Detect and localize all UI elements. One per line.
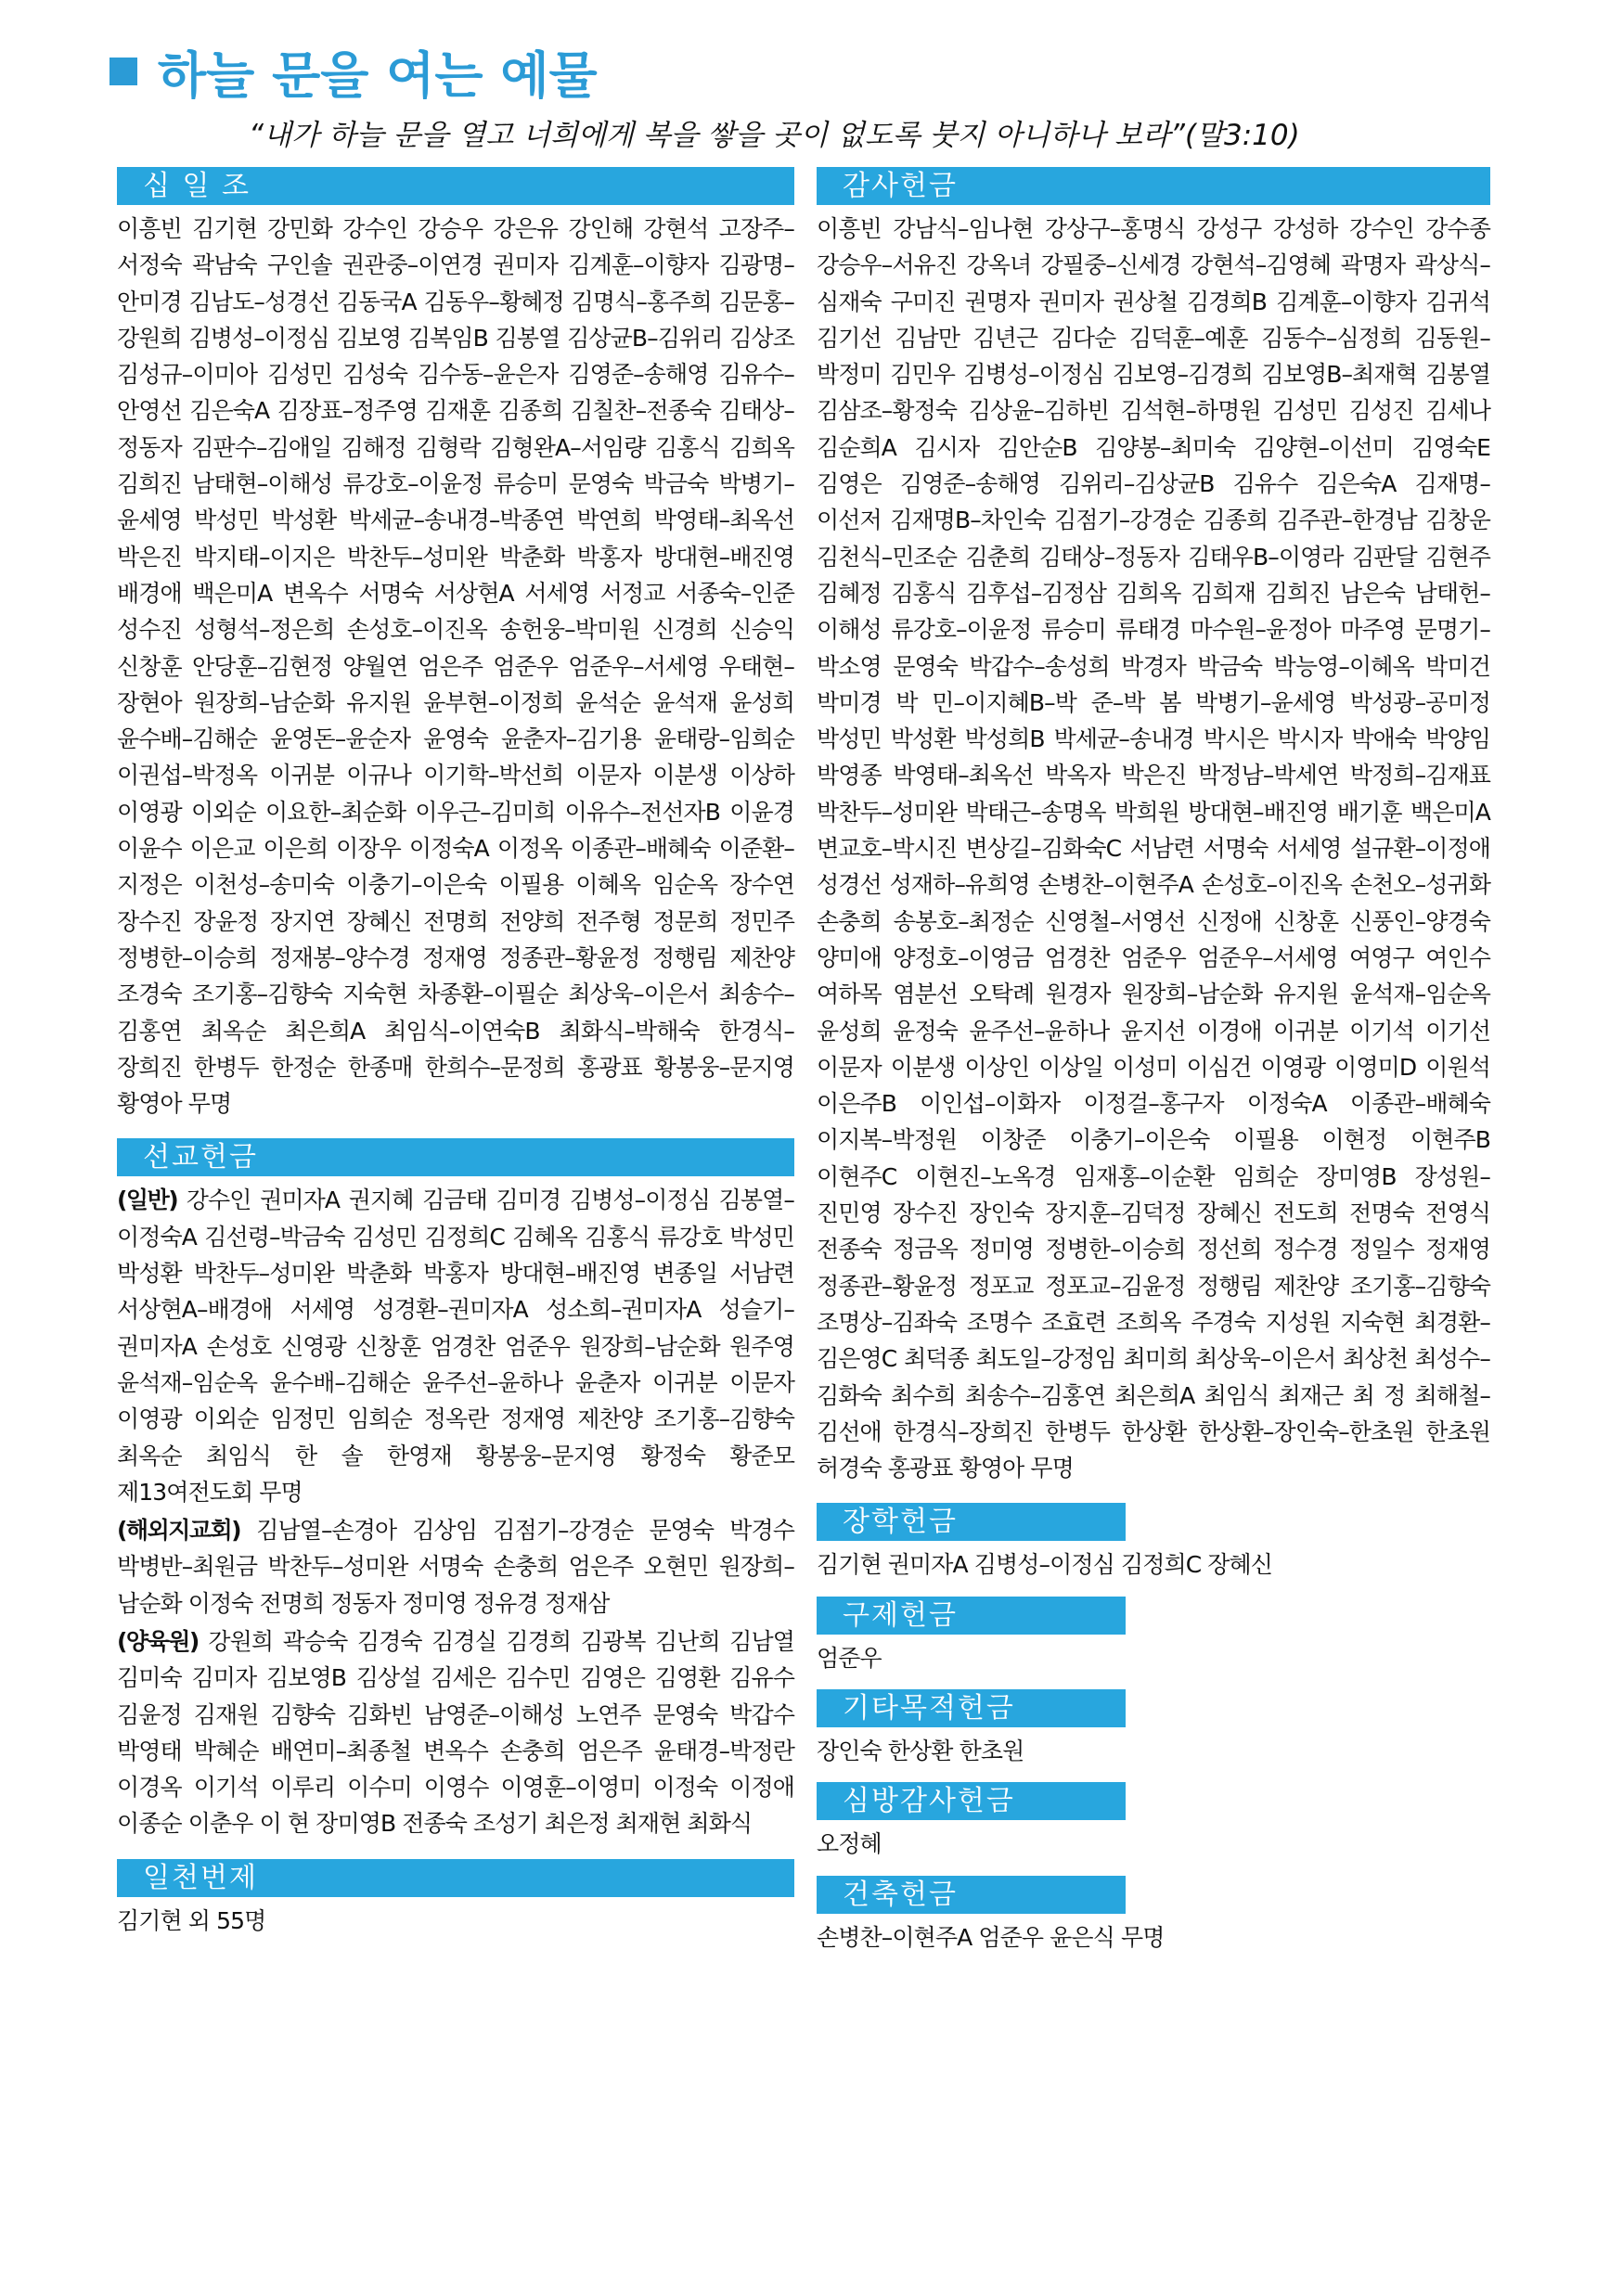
mission-nursing-label: (양육원) bbox=[117, 1627, 199, 1655]
other-purpose-section bbox=[817, 1689, 1490, 1769]
visit-thanks-section bbox=[817, 1782, 1490, 1862]
thanks-list: 이흥빈 강남식–임나현 강상구–홍명식 강성구 강성하 강수인 강수종 강승우–서유진 강옥녀 강필중–신세경 강현석–김영혜 곽명자 곽상식–심재숙 구미진 권명자 권미자 권상철 김경희B 김계훈–이향자 김귀석 김기선 김남만 김년근 김다순 김덕훈–예훈 김동수–심정희 김동원–박정미 김민우 김병성–이정심 김보영–김경희 김보영B–최재혁 김봉열 김삼조–황정숙 김상윤–김하빈 김석현–하명원 김성민 김성진 김세나 김순희A 김시자 김안순B 김양봉–최미숙 김양현–이선미 김영숙E 김영은 김영준–송해영 김위리–김상균B 김유수 김은숙A 김재명–이선저 김재명B–차인숙 김점기–강경순 김종희 김주관–한경남 김창운 김천식–민조순 김춘희 김태상–정동자 김태우B–이영라 김판달 김현주 김혜정 김홍식 김후섭–김정삼 김희옥 김희재 김희진 남은숙 남태헌–이해성 류강호–이윤정 류승미 류태경 마수원–윤정아 마주영 문명기–박소영 문영숙 박갑수–송성희 박경자 박금숙 박능영–이혜옥 박미건 박미경 박 민–이지혜B–박 준–박 봄 박병기–윤세영 박성광–공미정 박성민 박성환 박성희B 박세균–송내경 박시은 박시자 박애숙 박양임 박영종 박영태–최옥선 박옥자 박은진 박정남–박세연 박정희–김재표 박찬두–성미완 박태근–송명옥 박희원 방대현–배진영 배기훈 백은미A 변교호–박시진 변상길–김화숙C 서남련 서명숙 서세영 설규환–이정애 성경선 성재하–유희영 손병찬–이현주A 손성호–이진옥 손천오–성귀화 손충희 송봉호–최정순 신영철–서영선 신정애 신창훈 신풍인–양경숙 양미애 양정호–이영금 엄경찬 엄준우 엄준우–서세영 여영구 여인수 여하목 염분선 오탁례 원경자 원장희–남순화 유지원 윤석재–임순옥 윤성희 윤정숙 윤주선–윤하나 윤지선 이경애 이귀분 이기석 이기선 이문자 이분생 이상인 이상일 이성미 이심건 이영광 이영미D 이원석 이은주B 이인섭–이화자 이정걸–홍구자 이정숙A 이종관–배혜숙 이지복–박정원 이창준 이충기–이은숙 이필용 이현정 이현주B 이현주C 이현진–노옥경 임재홍–이순환 임희순 장미영B 장성원–진민영 장수진 장인숙 장지훈–김덕정 장혜신 전도희 전명숙 전영식 전종숙 정금옥 정미영 정병한–이승희 정선희 정수경 정일수 정재영 정종관–황윤정 정포교 정포교–김윤정 정행림 제찬양 조기홍–김향숙 조명상–김좌숙 조명수 조효련 조희옥 주경숙 지성원 지숙현 최경환–김은영C 최덕종 최도일–강정임 최미희 최상욱–이은서 최상천 최성수–김화숙 최수희 최송수–김홍연 최은희A 최임식 최재근 최 정 최해철–김선애 한경식–장희진 한병두 한상환 한상환–장인숙–한초원 한초원 허경숙 홍광표 황영아 무명 bbox=[817, 215, 1490, 1482]
scholarship-section bbox=[817, 1503, 1490, 1583]
thanks-heading: 감사헌금 bbox=[817, 167, 1490, 205]
scholarship-list: 김기현 권미자A 김병성–이정심 김정희C 장혜신 bbox=[817, 1551, 1273, 1579]
first-fruits-list: 김기현 외 55명 bbox=[117, 1906, 266, 1934]
mission-general-label: (일반) bbox=[117, 1186, 178, 1214]
building-section bbox=[817, 1876, 1490, 1956]
scholarship-heading: 장학헌금 bbox=[817, 1503, 1126, 1541]
mission-nursing bbox=[117, 1623, 794, 1842]
first-fruits-section bbox=[117, 1859, 794, 1939]
visit-thanks-list: 오정혜 bbox=[817, 1830, 882, 1858]
left-column bbox=[117, 167, 794, 1939]
other-purpose-heading: 기타목적헌금 bbox=[817, 1689, 1126, 1727]
right-column bbox=[817, 167, 1490, 1956]
mission-general-list: 강수인 권미자A 권지혜 김금태 김미경 김병성–이정심 김봉열–이정숙A 김선령–박금숙 김성민 김정희C 김혜옥 김홍식 류강호 박성민 박성환 박찬두–성미완 박춘화 박홍자 방대현–배진영 변종일 서남련 서상현A–배경애 서세영 성경환–권미자A 성소희–권미자A 성슬기–권미자A 손성호 신영광 신창훈 엄경찬 엄준우 원장희–남순화 원주영 윤석재–임순옥 윤수배–김해순 윤주선–윤하나 윤춘자 이귀분 이문자 이영광 이외순 임정민 임희순 정옥란 정재영 제찬양 조기홍–김향숙 최옥순 최임식 한 솔 한영재 황봉웅–문지영 황정숙 황준모 제13여전도회 무명 bbox=[117, 1186, 795, 1506]
square-bullet-icon bbox=[109, 58, 137, 85]
mission-nursing-list: 강원희 곽승숙 김경숙 김경실 김경희 김광복 김난희 김남열 김미숙 김미자 김보영B 김상설 김세은 김수민 김영은 김영환 김유수 김윤정 김재원 김향숙 김화빈 남영준–이해성 노연주 문영숙 박갑수 박영태 박혜순 배연미–최종철 변옥수 손충희 엄은주 윤태경–박정란 이경옥 이기석 이루리 이수미 이영수 이영훈–이영미 이정숙 이정애 이종순 이춘우 이 현 장미영B 전종숙 조성기 최은정 최재현 최화식 bbox=[117, 1627, 794, 1838]
mission-overseas-list: 김남열–손경아 김상임 김점기–강경순 문영숙 박경수 박병반–최원금 박찬두–성미완 서명숙 손충희 엄은주 오현민 원장희–남순화 이정숙 전명희 정동자 정미영 정유경 정재삼 bbox=[117, 1517, 795, 1617]
tithe-list: 이흥빈 김기현 강민화 강수인 강승우 강은유 강인해 강현석 고장주–서정숙 곽남숙 구인솔 권관중–이연경 권미자 김계훈–이향자 김광명–안미경 김남도–성경선 김동국A 김동우–황혜정 김명식–홍주희 김문홍–강원희 김병성–이정심 김보영 김복임B 김봉열 김상균B–김위리 김상조 김성규–이미아 김성민 김성숙 김수동–윤은자 김영준–송해영 김유수–안영선 김은숙A 김장표–정주영 김재훈 김종희 김칠찬–전종숙 김태상–정동자 김판수–김애일 김해정 김형락 김형완A–서임량 김홍식 김희옥 김희진 남태현–이해성 류강호–이윤정 류승미 문영숙 박금숙 박병기–윤세영 박성민 박성환 박세균–송내경–박종연 박연희 박영태–최옥선 박은진 박지태–이지은 박찬두–성미완 박춘화 박홍자 방대현–배진영 배경애 백은미A 변옥수 서명숙 서상현A 서세영 서정교 서종숙–인준 성수진 성형석–정은희 손성호–이진옥 송헌웅–박미원 신경희 신승익 신창훈 안당훈–김현정 양월연 엄은주 엄준우 엄준우–서세영 우태현–장현아 원장희–남순화 유지원 윤부현–이정희 윤석순 윤석재 윤성희 윤수배–김해순 윤영돈–윤순자 윤영숙 윤춘자–김기용 윤태랑–임희순 이권섭–박정옥 이귀분 이규나 이기학–박선희 이문자 이분생 이상하 이영광 이외순 이요한–최순화 이우근–김미희 이유수–전선자B 이윤경 이윤수 이은교 이은희 이장우 이정숙A 이정옥 이종관–배혜숙 이준환–지정은 이천성–송미숙 이충기–이은숙 이필용 이혜옥 임순옥 장수연 장수진 장윤정 장지연 장혜신 전명희 전양희 전주형 정문희 정민주 정병한–이승희 정재봉–양수경 정재영 정종관–황윤정 정행림 제찬양 조경숙 조기홍–김향숙 지숙현 차종환–이필순 최상욱–이은서 최송수–김홍연 최옥순 최은희A 최임식–이연숙B 최화식–박해숙 한경식–장희진 한병두 한정순 한종매 한희수–문정희 홍광표 황봉웅–문지영 황영아 무명 bbox=[117, 215, 794, 1118]
visit-thanks-heading: 심방감사헌금 bbox=[817, 1782, 1126, 1820]
page-title-text: 하늘 문을 여는 예물 bbox=[158, 45, 598, 105]
relief-heading: 구제헌금 bbox=[817, 1597, 1126, 1635]
mission-general bbox=[117, 1182, 794, 1510]
mission-section bbox=[117, 1138, 794, 1841]
first-fruits-heading: 일천번제 bbox=[117, 1859, 794, 1897]
page-title bbox=[109, 39, 598, 104]
mission-heading: 선교헌금 bbox=[117, 1138, 794, 1176]
mission-overseas-label: (해외지교회) bbox=[117, 1517, 241, 1545]
tithe-section bbox=[117, 167, 794, 1122]
building-heading: 건축헌금 bbox=[817, 1876, 1126, 1914]
building-list: 손병찬–이현주A 엄준우 윤은식 무명 bbox=[817, 1923, 1165, 1951]
relief-list: 엄준우 bbox=[817, 1644, 882, 1672]
mission-overseas bbox=[117, 1512, 794, 1622]
thanks-section bbox=[817, 167, 1490, 1486]
other-purpose-list: 장인숙 한상환 한초원 bbox=[817, 1737, 1024, 1764]
relief-section bbox=[817, 1597, 1490, 1676]
tithe-heading: 십 일 조 bbox=[117, 167, 794, 205]
bible-verse: “내가 하늘 문을 열고 너희에게 복을 쌓을 곳이 없도록 붓지 아니하나 보라”(말3:10) bbox=[249, 119, 1300, 152]
